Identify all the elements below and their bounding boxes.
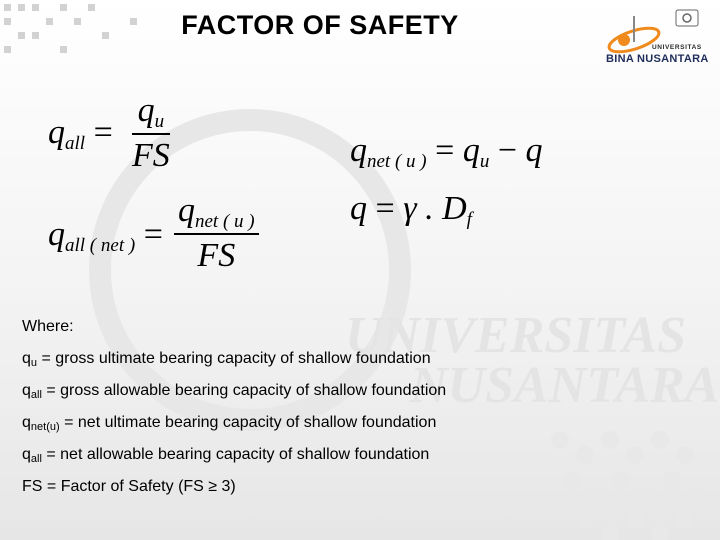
where-label: Where: <box>22 318 74 335</box>
fraction-qu-over-fs: $\frac{qu}{FS}$ <box>132 92 170 174</box>
university-logo <box>600 6 712 68</box>
watermark-line2: NUSANTARA <box>410 357 720 414</box>
definition-item: $q_{net(u)}$ = net ultimate bearing capacity of shallow foundation <box>22 414 437 433</box>
definition-item: FS = Factor of Safety (FS ≥ 3) <box>22 478 236 495</box>
fraction-qnet-over-fs: qnet ( u ) FS <box>174 194 259 273</box>
equation-q-overburden: q = γ . Df <box>350 190 472 230</box>
equation-q-all-net: qall ( net ) = <box>48 216 163 256</box>
definition-item: $q_u$ = gross ultimate bearing capacity of shallow foundation <box>22 350 431 369</box>
page-title: FACTOR OF SAFETY <box>181 10 459 40</box>
watermark-line1: UNIVERSITAS <box>345 307 687 364</box>
logo-text-big: BINA NUSANTARA <box>606 53 709 65</box>
equation-q-net-u: qnet ( u ) = qu − q <box>350 132 543 172</box>
definition-item: $q_{all}$ = gross allowable bearing capacity of shallow foundation <box>22 382 447 401</box>
definition-item: $q_{all}$ = net allowable bearing capacity of shallow foundation <box>22 446 430 465</box>
definitions-list <box>22 318 446 509</box>
logo-text-small: UNIVERSITAS <box>652 44 702 51</box>
equation-q-all: qall = <box>48 114 113 154</box>
